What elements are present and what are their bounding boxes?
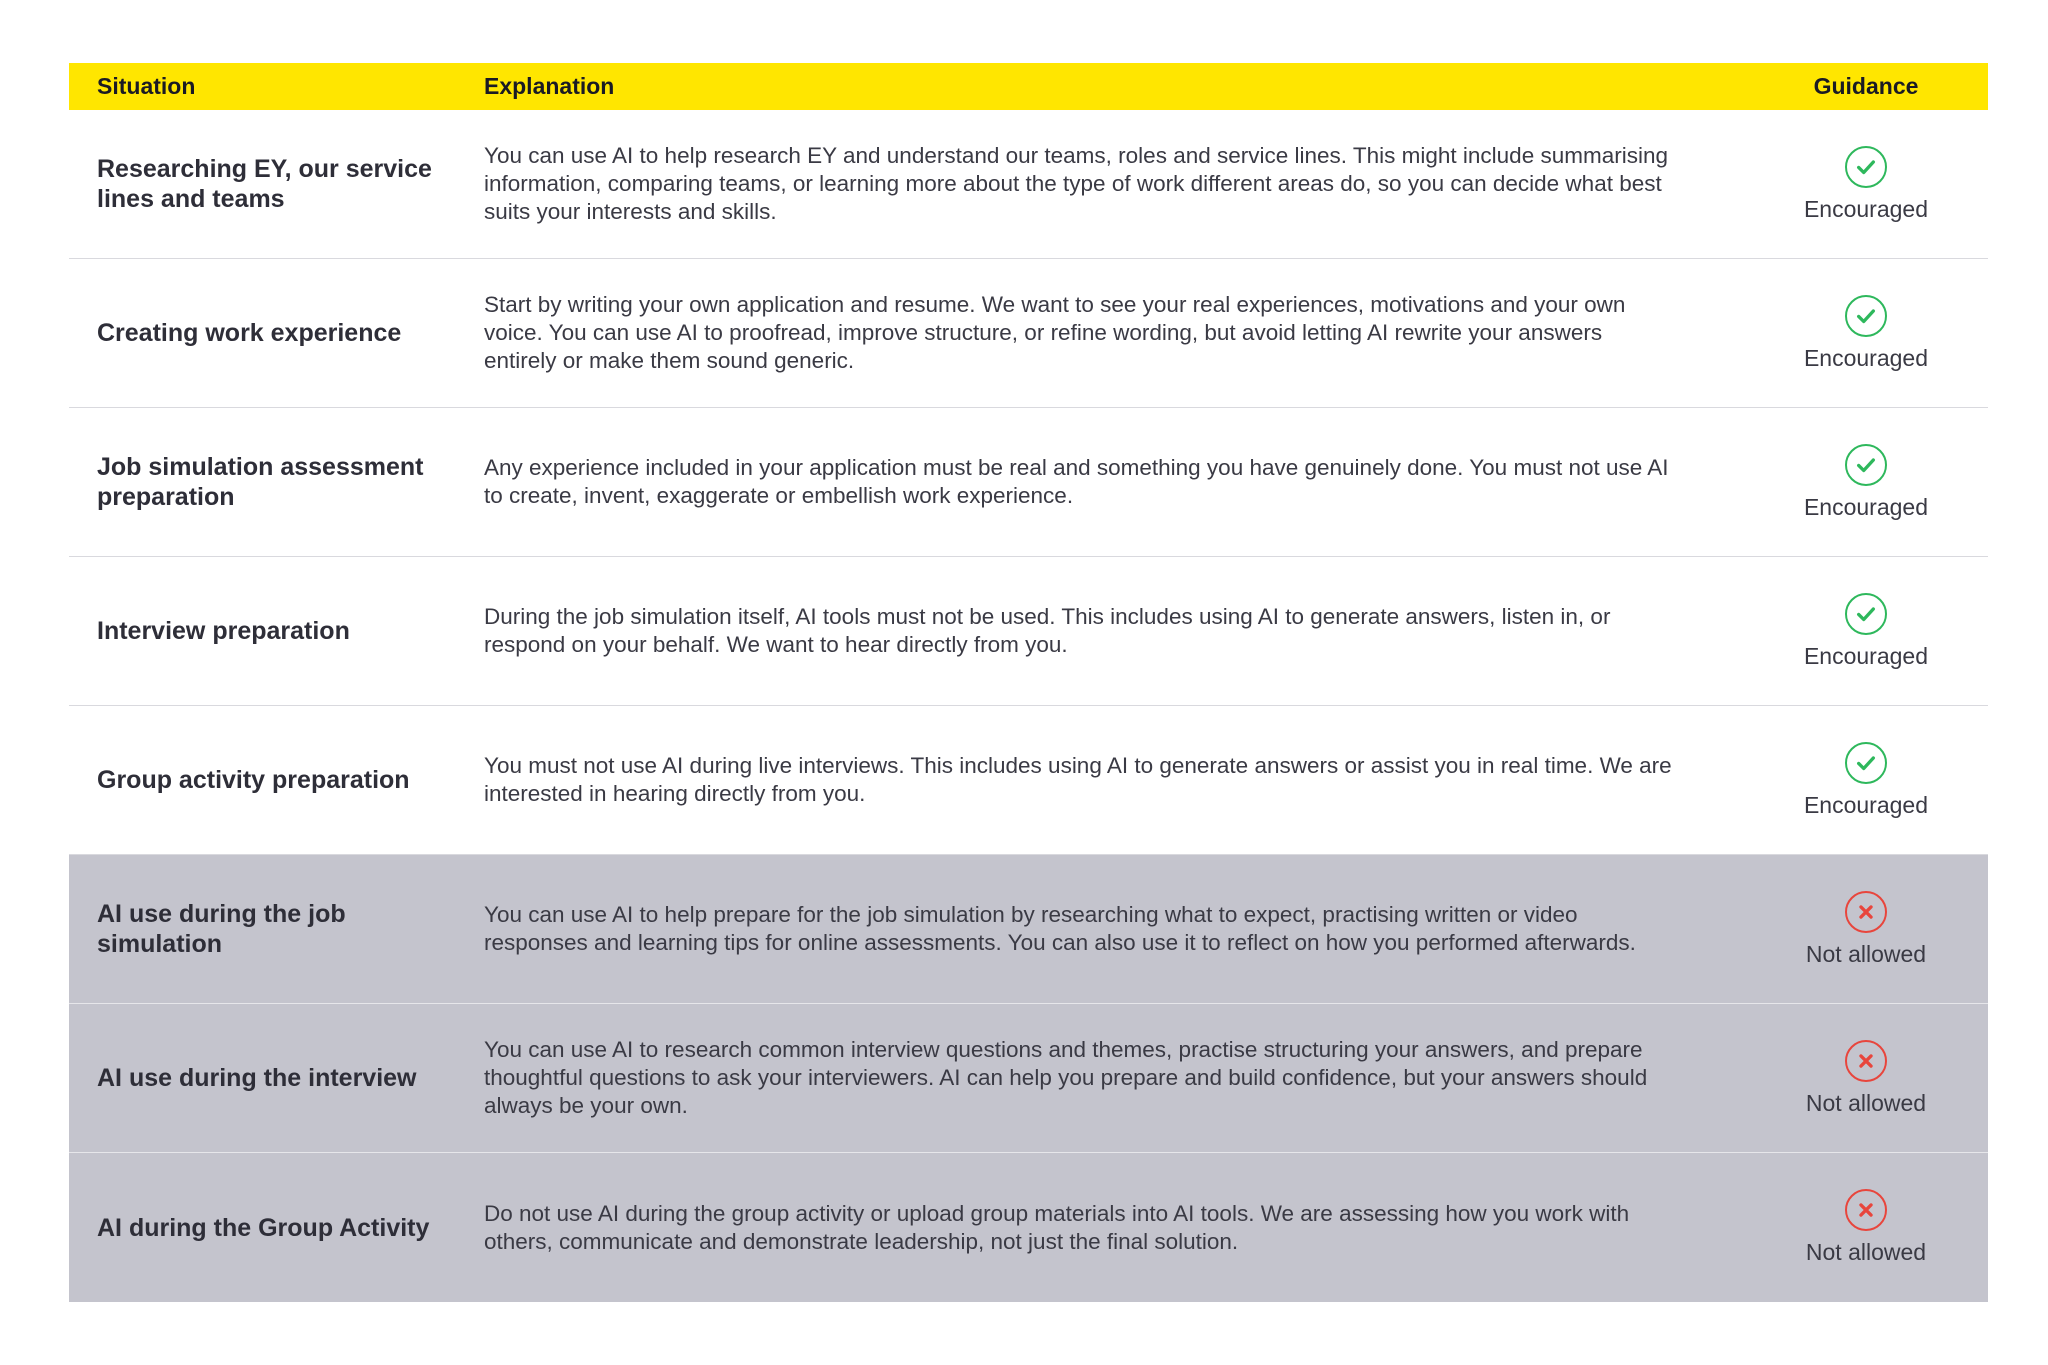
guidance-cell	[1744, 444, 1988, 521]
explanation-cell: Start by writing your own application and resume. We want to see your real experiences, motivations and your own voice. You can use AI to proofread, improve structure, or refine wording, but avoid letting AI rewrite your answers entirely or make them sound generic.	[484, 292, 1626, 373]
check-icon	[1845, 444, 1887, 486]
guidance-label: Not allowed	[1805, 940, 1927, 967]
cross-icon	[1845, 891, 1887, 933]
situation-cell: Creating work experience	[97, 319, 402, 347]
explanation-cell: Do not use AI during the group activity or upload group materials into AI tools. We are assessing how you work with others, communicate and demonstrate leadership, not just the final solution.	[484, 1200, 1630, 1254]
table-row	[69, 1153, 1988, 1302]
cross-icon	[1845, 1040, 1887, 1082]
guidance-cell	[1744, 1189, 1988, 1266]
situation-cell: AI during the Group Activity	[97, 1213, 430, 1242]
header-guidance: Guidance	[1813, 73, 1919, 99]
explanation-cell: You can use AI to help research EY and understand our teams, roles and service lines. This might include summarising information, comparing teams, or learning more about the type of work different areas do, so you can decide what best suits your interests and skills.	[484, 143, 1668, 224]
guidance-label: Encouraged	[1803, 344, 1929, 371]
guidance-label: Encouraged	[1803, 195, 1929, 222]
table-body	[69, 110, 1988, 1302]
guidance-cell	[1744, 1040, 1988, 1117]
situation-cell: Interview preparation	[97, 617, 350, 645]
situation-cell: Group activity preparation	[97, 766, 410, 794]
table-row	[69, 706, 1988, 855]
check-icon	[1845, 295, 1887, 337]
table-row	[69, 1004, 1988, 1153]
table-row	[69, 408, 1988, 557]
table-row	[69, 259, 1988, 408]
guidance-label: Encouraged	[1803, 642, 1929, 669]
guidance-cell	[1744, 593, 1988, 670]
header-situation: Situation	[97, 73, 196, 99]
explanation-cell: You can use AI to help prepare for the job simulation by researching what to expect, practising written or video responses and learning tips for online assessments. You can also use it to reflect on how you performed afterwards.	[484, 902, 1636, 955]
situation-cell: AI use during the job simulation	[97, 900, 346, 958]
guidance-cell	[1744, 295, 1988, 372]
check-icon	[1845, 593, 1887, 635]
check-icon	[1845, 742, 1887, 784]
guidance-label: Encouraged	[1803, 493, 1929, 520]
guidance-label: Encouraged	[1803, 791, 1929, 818]
table-row	[69, 110, 1988, 259]
guidance-label: Not allowed	[1805, 1239, 1927, 1265]
header-explanation: Explanation	[484, 73, 615, 99]
guidance-label: Not allowed	[1805, 1089, 1927, 1116]
explanation-cell: You can use AI to research common interview questions and themes, practise structuring your answers, and prepare thoughtful questions to ask your interviewers. AI can help you prepare and build confidence, but your answers should always be your own.	[484, 1037, 1648, 1118]
guidance-cell	[1744, 742, 1988, 819]
explanation-cell: Any experience included in your application must be real and something you have genuinely done. You must not use AI to create, invent, exaggerate or embellish work experience.	[484, 455, 1669, 508]
cross-icon	[1845, 1189, 1887, 1231]
situation-cell: Job simulation assessment preparation	[97, 453, 424, 511]
situation-cell: AI use during the interview	[97, 1064, 417, 1092]
situation-cell: Researching EY, our service lines and teams	[97, 155, 432, 213]
table-row	[69, 855, 1988, 1004]
guidance-cell	[1744, 146, 1988, 223]
guidance-table	[69, 63, 1988, 1302]
table-row	[69, 557, 1988, 706]
explanation-cell: You must not use AI during live interviews. This includes using AI to generate answers or assist you in real time. We are interested in hearing directly from you.	[484, 753, 1672, 806]
explanation-cell: During the job simulation itself, AI tools must not be used. This includes using AI to generate answers, listen in, or respond on your behalf. We want to hear directly from you.	[484, 604, 1611, 657]
guidance-cell	[1744, 891, 1988, 968]
table-header	[69, 63, 1988, 110]
check-icon	[1845, 146, 1887, 188]
